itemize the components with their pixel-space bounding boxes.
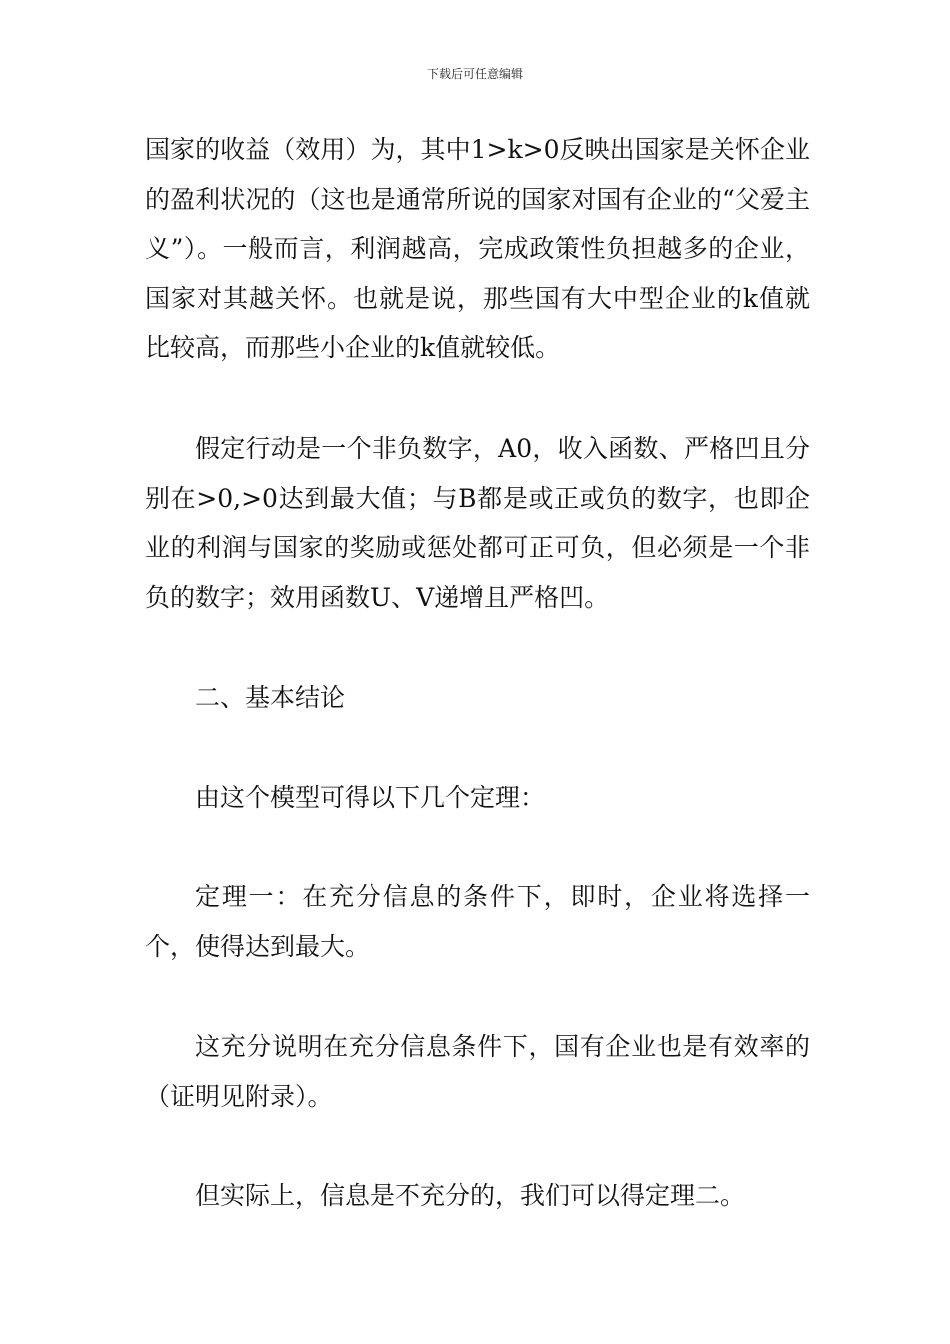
paragraph-theorems-intro [145, 773, 810, 823]
page-header-note: 下载后可任意编辑 [426, 67, 523, 81]
paragraph-text: 定理一：在充分信息的条件下，即时，企业将选择一个，使得达到最大。 [145, 882, 810, 961]
paragraph-theorem-two-intro [145, 1171, 810, 1221]
paragraph-text: 但实际上，信息是不充分的，我们可以得定理二。 [195, 1181, 746, 1210]
paragraph-text: 假定行动是一个非负数字，A0，收入函数、严格凹且分别在>0,>0达到最大值；与B都是或正或负的数字，也即企业的利润与国家的奖励或惩处都可正可负，但必须是一个非负的数字；效用函数U、V递增且严格凹。 [145, 434, 810, 612]
paragraph-text: 国家的收益（效用）为，其中1>k>0反映出国家是关怀企业的盈利状况的（这也是通常所说的国家对国有企业的“父爱主义”）。一般而言，利润越高，完成政策性负担越多的企业，国家对其越关怀。也就是说，那些国有大中型企业的k值就比较高，而那些小企业的k值就较低。 [145, 135, 810, 362]
paragraph-efficiency [145, 1022, 810, 1121]
paragraph-state-utility [145, 125, 810, 373]
paragraph-assumptions [145, 424, 810, 622]
paragraph-text: 由这个模型可得以下几个定理： [195, 783, 546, 812]
section-heading: 二、基本结论 [195, 683, 346, 712]
section-heading-basic-conclusions [145, 673, 810, 723]
paragraph-theorem-one [145, 872, 810, 971]
paragraph-text: 这充分说明在充分信息条件下，国有企业也是有效率的（证明见附录）。 [145, 1032, 810, 1111]
